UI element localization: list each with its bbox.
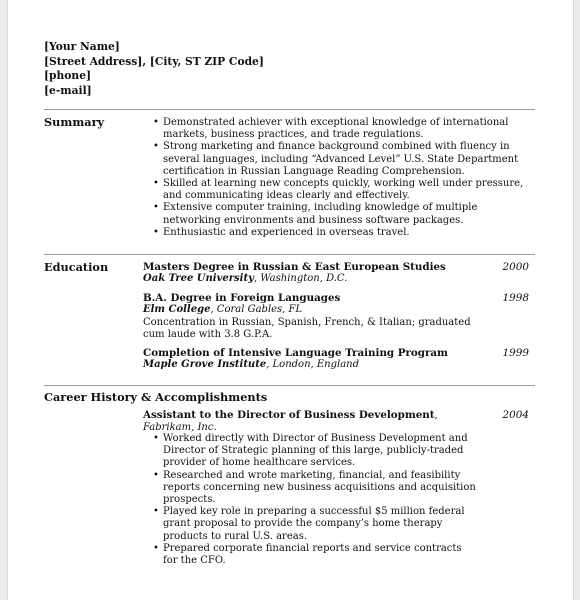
career-list — [153, 433, 478, 567]
contact-email: [e-mail] — [44, 83, 92, 97]
job-title-suffix: , — [434, 410, 438, 421]
degree-title: Masters Degree in Russian & East European Studies — [143, 261, 446, 273]
resume-page — [8, 0, 573, 600]
career-heading: Career History & Accomplishments — [44, 390, 268, 404]
institution-location: , London, England — [266, 359, 360, 371]
company-name: Fabrikam, Inc. — [143, 422, 217, 434]
list-item: • Strong marketing and finance background combined with fluency in several languages, including “Advanced Level” U.S. State Department certification in Russian Language Reading Comprehension. — [153, 141, 533, 178]
contact-address: [Street Address], [City, ST ZIP Code] — [44, 54, 264, 68]
divider — [44, 109, 535, 110]
education-year: 1998 — [502, 292, 529, 304]
education-heading: Education — [44, 260, 109, 274]
institution-name: Maple Grove Institute — [143, 359, 267, 371]
institution — [143, 273, 529, 285]
list-item: • Skilled at learning new concepts quickly, working well under pressure, and communicating ideas clearly and effectively. — [153, 178, 533, 202]
institution-name: Elm College — [143, 304, 211, 316]
institution — [143, 304, 529, 316]
degree-title: Completion of Intensive Language Training Program — [143, 347, 448, 359]
job-title: Assistant to the Director of Business Development — [143, 409, 435, 421]
contact-name: [Your Name] — [44, 40, 120, 53]
institution-location: , Washington, D.C. — [253, 273, 348, 285]
list-item: • Worked directly with Director of Business Development and Director of Strategic planning of this large, publicly-traded provider of home healthcare services. — [153, 433, 478, 470]
education-entry — [143, 347, 529, 372]
summary-list — [153, 117, 533, 239]
education-entry — [143, 292, 529, 342]
education-year: 2000 — [502, 261, 529, 273]
degree-title: B.A. Degree in Foreign Languages — [143, 292, 341, 304]
education-entry — [143, 261, 529, 286]
institution-location: , Coral Gables, FL — [210, 304, 303, 316]
list-item: • Extensive computer training, including knowledge of multiple networking environments and business software packages. — [153, 202, 533, 226]
contact-block — [44, 40, 264, 98]
summary-heading: Summary — [44, 115, 105, 129]
list-item: • Prepared corporate financial reports and service contracts for the CFO. — [153, 543, 478, 567]
education-note: Concentration in Russian, Spanish, French, & Italian; graduated cum laude with 3.8 G.P.A. — [143, 316, 471, 341]
career-entry — [143, 409, 529, 435]
list-item: • Researched and wrote marketing, financial, and feasibility reports concerning new business acquisitions and acquisition prospects. — [153, 470, 478, 507]
list-item: • Enthusiastic and experienced in overseas travel. — [153, 227, 533, 239]
divider — [44, 254, 535, 255]
career-year: 2004 — [502, 409, 529, 421]
institution-name: Oak Tree University — [143, 273, 254, 285]
institution — [143, 359, 529, 371]
contact-phone: [phone] — [44, 69, 92, 82]
education-year: 1999 — [502, 347, 529, 359]
list-item: • Played key role in preparing a successful $5 million federal grant proposal to provide the company’s home therapy products to rural U.S. areas. — [153, 506, 478, 543]
list-item: • Demonstrated achiever with exceptional knowledge of international markets, business practices, and trade regulations. — [153, 117, 533, 141]
divider — [44, 385, 535, 386]
